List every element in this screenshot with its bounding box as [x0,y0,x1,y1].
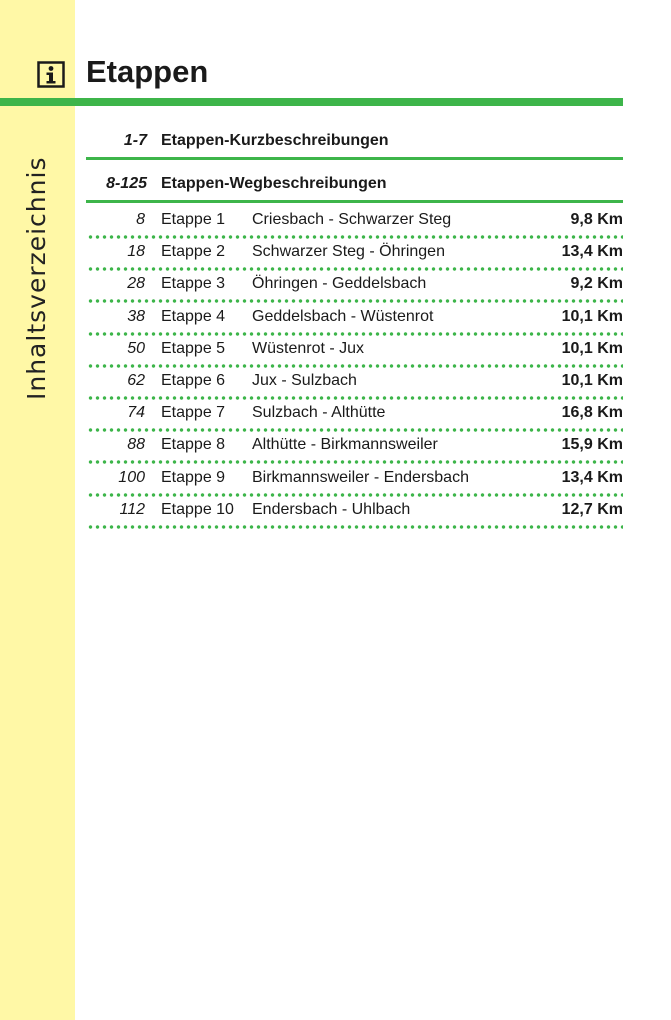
stage-distance: 13,4 Km [561,468,623,486]
stage-distance: 13,4 Km [561,243,623,261]
stage-route: Endersbach - Uhlbach [252,500,411,518]
stage-distance: 12,7 Km [561,500,623,518]
dotted-divider [86,525,623,529]
stage-page: 88 [127,436,145,454]
stage-distance: 9,8 Km [570,211,623,228]
section-page-range: 8-125 [106,175,147,192]
stage-route: Criesbach - Schwarzer Steg [252,211,452,228]
section-label: Etappen-Kurzbeschreibungen [161,132,389,149]
stage-row[interactable] [86,497,623,529]
stage-name: Etappe 4 [161,307,226,325]
stage-route: Geddelsbach - Wüstenrot [252,307,434,325]
stage-row[interactable] [86,336,623,368]
stage-route: Birkmannsweiler - Endersbach [252,468,469,486]
stage-distance: 9,2 Km [570,275,623,293]
stage-name: Etappe 1 [161,211,226,228]
stage-name: Etappe 7 [161,404,226,422]
stage-row[interactable] [86,465,623,497]
stage-distance: 10,1 Km [561,307,623,325]
stage-row[interactable] [86,207,623,239]
stage-route: Öhringen - Geddelsbach [252,275,427,293]
sidebar-strip [0,0,75,1020]
stage-page: 74 [127,404,145,422]
stage-page: 28 [127,275,145,293]
stage-page: 100 [118,468,145,486]
stage-name: Etappe 6 [161,372,226,389]
stage-distance: 15,9 Km [561,436,623,454]
stage-distance: 10,1 Km [561,339,623,357]
stage-page: 18 [127,243,145,261]
stage-page: 62 [127,372,145,389]
stage-page: 50 [127,339,145,357]
stage-route: Sulzbach - Althütte [252,404,386,422]
title-divider [0,98,623,106]
stage-distance: 16,8 Km [561,404,623,422]
stage-route: Jux - Sulzbach [252,372,357,389]
section-label: Etappen-Wegbeschreibungen [161,175,387,192]
stage-name: Etappe 2 [161,243,226,261]
stage-page: 38 [127,307,145,325]
stage-row[interactable] [86,271,623,303]
stage-row[interactable] [86,368,623,400]
stage-page: 112 [119,500,145,518]
stage-name: Etappe 8 [161,436,226,454]
stage-distance: 10,1 Km [561,372,623,389]
stage-name: Etappe 5 [161,339,226,357]
stage-name: Etappe 10 [161,500,234,518]
stage-name: Etappe 3 [161,275,226,293]
stage-row[interactable] [86,432,623,464]
section-page-range: 1-7 [123,132,147,149]
sidebar-label: Inhaltsverzeichnis [22,156,51,400]
stage-row[interactable] [86,400,623,432]
stage-page: 8 [136,211,145,228]
stage-route: Schwarzer Steg - Öhringen [252,243,445,261]
stage-row[interactable] [86,239,623,271]
info-icon [37,61,65,88]
page-title: Etappen [86,54,209,89]
stage-name: Etappe 9 [161,468,226,486]
stage-route: Althütte - Birkmannsweiler [252,436,438,454]
section-row-wegbeschreibungen[interactable] [86,170,623,203]
section-row-kurzbeschreibungen[interactable] [86,127,623,160]
stage-row[interactable] [86,304,623,336]
stage-route: Wüstenrot - Jux [252,339,365,357]
